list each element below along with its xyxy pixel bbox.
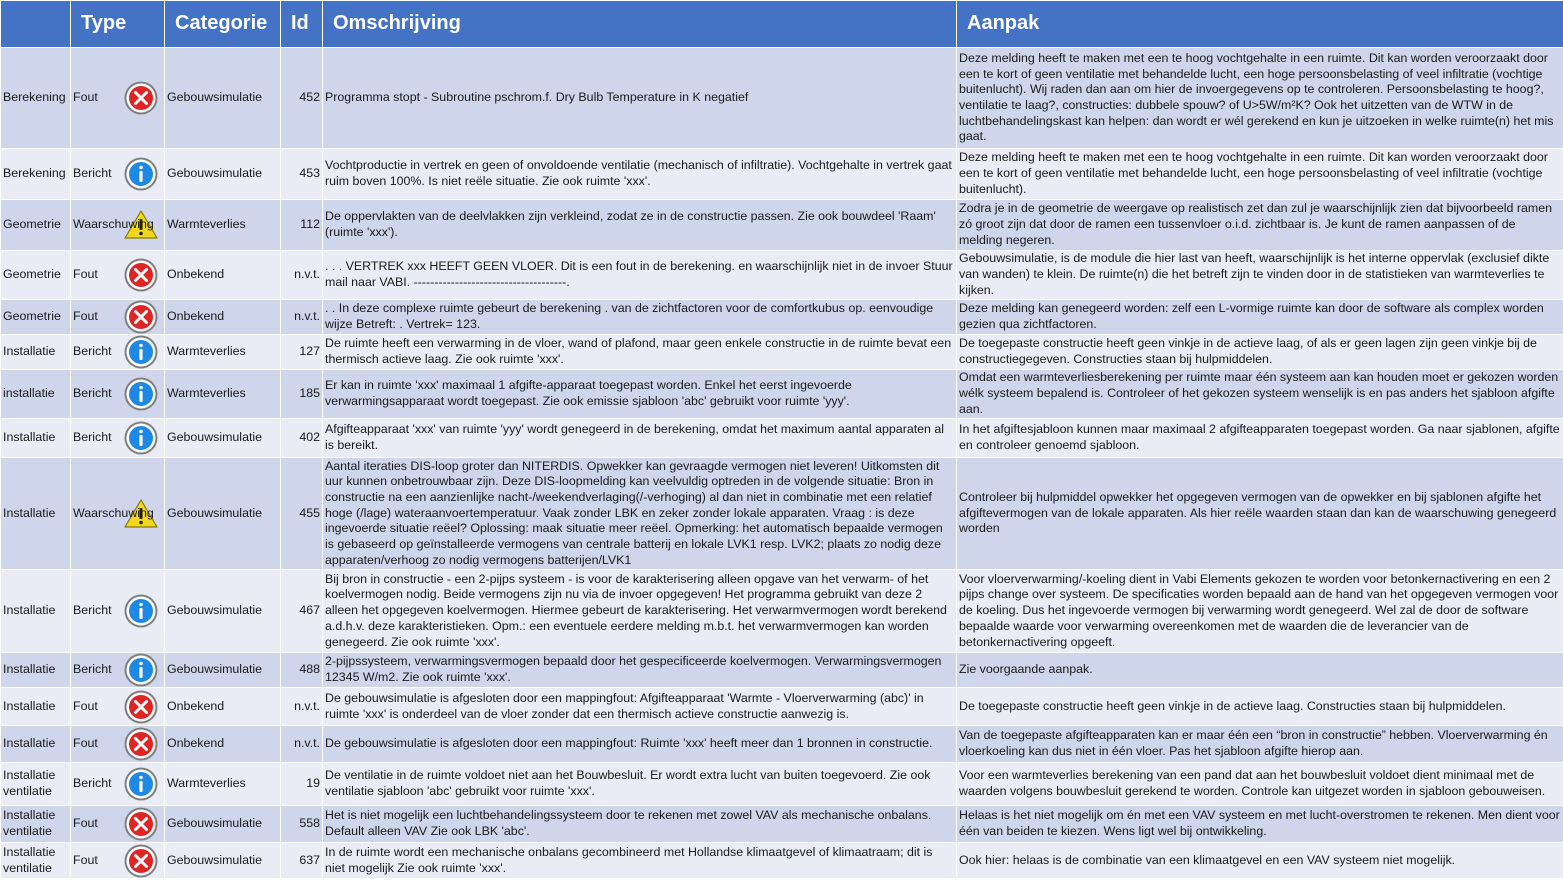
- type-cell: [71, 570, 165, 653]
- module-cell: Installatie ventilatie: [1, 763, 71, 806]
- type-label: Fout: [73, 698, 98, 713]
- type-label: Fout: [73, 736, 98, 751]
- module-cell: Installatie: [1, 458, 71, 570]
- module-cell: Berekening: [1, 48, 71, 149]
- type-label: Waarschuwing: [73, 505, 154, 520]
- omschrijving-cell: De oppervlakten van de deelvlakken zijn verkleind, zodat ze in de constructie passen. Zie ook bouwdeel 'Raam' (ruimte 'xxx').: [323, 200, 957, 251]
- aanpak-cell: Voor vloerverwarming/-koeling dient in Vabi Elements gekozen te worden voor betonkernactivering en een 2 pijps change over systeem. De specificaties worden bepaald aan de hand van het opgegeven vermogen voor de koeling. Dus het ingevoerde vermogen bij verwarming wordt genegeerd. Wel zal de door de software bepaalde waarde voor verwarming overeenkomen met de waarden die de leverancier van de betonkernactivering opgeeft.: [957, 570, 1563, 653]
- table-row: [1, 370, 1563, 419]
- id-cell: n.v.t.: [281, 251, 323, 300]
- aanpak-cell: In het afgiftesjabloon kunnen maar maximaal 2 afgifteapparaten toegepast worden. Ga naar sjablonen, afgifte en controleer genoemd sjabloon.: [957, 419, 1563, 458]
- info-icon: [123, 420, 159, 456]
- type-cell: [71, 763, 165, 806]
- type-cell: [71, 806, 165, 843]
- categorie-cell: Onbekend: [165, 726, 281, 763]
- module-cell: Geometrie: [1, 300, 71, 335]
- module-cell: Installatie: [1, 570, 71, 653]
- table-row: [1, 200, 1563, 251]
- module-cell: Installatie ventilatie: [1, 843, 71, 879]
- omschrijving-cell: De ruimte heeft een verwarming in de vloer, wand of plafond, maar geen enkele constructie in de ruimte bevat een thermisch actieve laag. Zie ook ruimte 'xxx'.: [323, 335, 957, 370]
- info-icon: [123, 766, 159, 802]
- module-cell: Installatie: [1, 335, 71, 370]
- error-icon: [123, 726, 159, 762]
- table-row: [1, 48, 1563, 149]
- omschrijving-cell: . . In deze complexe ruimte gebeurt de berekening . van de zichtfactoren voor de comfortkubus op. eenvoudige wijze Betreft: . Vertrek= 123.: [323, 300, 957, 335]
- id-cell: n.v.t.: [281, 726, 323, 763]
- aanpak-cell: Van de toegepaste afgifteapparaten kan er maar één een “bron in constructie” hebben. Vloerverwarming én vloerkoeling kan dus niet in één vloer. Pas het sjabloon afgifte hierop aan.: [957, 726, 1563, 763]
- id-cell: 488: [281, 653, 323, 688]
- type-cell: [71, 200, 165, 251]
- type-label: Bericht: [73, 430, 112, 445]
- table-row: [1, 570, 1563, 653]
- categorie-cell: Warmteverlies: [165, 335, 281, 370]
- categorie-cell: Gebouwsimulatie: [165, 570, 281, 653]
- aanpak-cell: Helaas is het niet mogelijk om én met een VAV systeem en met lucht-overstromen te rekenen. Men dient voor één van beiden te kiezen. Wens ligt wel bij ontwikkeling.: [957, 806, 1563, 843]
- module-cell: Installatie: [1, 419, 71, 458]
- omschrijving-cell: In de ruimte wordt een mechanische onbalans gecombineerd met Hollandse klimaatgevel of klimaatraam; dit is niet mogelijk Zie ook ruimte 'xxx'.: [323, 843, 957, 879]
- table-row: [1, 806, 1563, 843]
- categorie-cell: Gebouwsimulatie: [165, 806, 281, 843]
- id-cell: n.v.t.: [281, 300, 323, 335]
- type-cell: [71, 300, 165, 335]
- header-categorie: Categorie: [165, 1, 281, 48]
- error-icon: [123, 689, 159, 725]
- module-cell: Installatie ventilatie: [1, 806, 71, 843]
- type-label: Fout: [73, 309, 98, 324]
- categorie-cell: Gebouwsimulatie: [165, 653, 281, 688]
- error-icon: [123, 806, 159, 842]
- type-cell: [71, 251, 165, 300]
- categorie-cell: Warmteverlies: [165, 763, 281, 806]
- aanpak-cell: Zie voorgaande aanpak.: [957, 653, 1563, 688]
- type-cell: [71, 726, 165, 763]
- table-row: [1, 300, 1563, 335]
- omschrijving-cell: Bij bron in constructie - een 2-pijps systeem - is voor de karakterisering alleen opgave van het verwarm- of het koelvermogen nodig. Beide vermogens zijn nu via de invoer opgegeven! Het programma gebruikt van deze 2 alleen het opgegeven koelvermogen. Hiermee gebeurt de karakterisering. Het verwarmvermogen wordt berekend a.d.h.v. deze karakteristieken. Opm.: een eventuele eerdere melding m.b.t. het verwarmvermogen kan worden genegeerd. Zie ook ruimte 'xxx'.: [323, 570, 957, 653]
- module-cell: Berekening: [1, 149, 71, 200]
- error-icon: [123, 300, 159, 335]
- header-omschrijving: Omschrijving: [323, 1, 957, 48]
- omschrijving-cell: Afgifteapparaat 'xxx' van ruimte 'yyy' wordt genegeerd in de berekening, omdat het maximum aantal apparaten al is bereikt.: [323, 419, 957, 458]
- omschrijving-cell: De gebouwsimulatie is afgesloten door een mappingfout: Ruimte 'xxx' heeft meer dan 1 bronnen in constructie.: [323, 726, 957, 763]
- omschrijving-cell: De gebouwsimulatie is afgesloten door een mappingfout: Afgifteapparaat 'Warmte - Vloerverwarming (abc)' in ruimte 'xxx' is onderdeel van de vloer zonder dat een thermisch actieve constructie aanwezig is.: [323, 688, 957, 726]
- aanpak-cell: Controleer bij hulpmiddel opwekker het opgegeven vermogen van de opwekker en bij sjablonen afgifte het afgiftevermogen van de lokale apparaten. Als hier reële waarden staan dan kan de waarschuwing genegeerd worden: [957, 458, 1563, 570]
- aanpak-cell: Deze melding kan genegeerd worden: zelf een L-vormige ruimte kan door de software als complex worden gezien qua zichtfactoren.: [957, 300, 1563, 335]
- categorie-cell: Gebouwsimulatie: [165, 48, 281, 149]
- type-cell: [71, 688, 165, 726]
- categorie-cell: Warmteverlies: [165, 200, 281, 251]
- id-cell: 402: [281, 419, 323, 458]
- error-icon: [123, 843, 159, 879]
- id-cell: 452: [281, 48, 323, 149]
- info-icon: [123, 376, 159, 412]
- table-row: [1, 149, 1563, 200]
- id-cell: 19: [281, 763, 323, 806]
- table-row: [1, 763, 1563, 806]
- type-label: Bericht: [73, 662, 112, 677]
- id-cell: 558: [281, 806, 323, 843]
- type-label: Fout: [73, 852, 98, 867]
- categorie-cell: Gebouwsimulatie: [165, 843, 281, 879]
- aanpak-cell: Omdat een warmteverliesberekening per ruimte maar één systeem aan kan houden moet er gekozen worden wélk systeem bepalend is. Controleer of het gekozen systeem wenselijk is en pas anders het sjabloon afgifte aan.: [957, 370, 1563, 419]
- module-cell: Installatie: [1, 688, 71, 726]
- aanpak-cell: De toegepaste constructie heeft geen vinkje in de actieve laag, of als er geen lagen zijn geen vinkje bij de constructiegegeven. Constructies staan bij hulpmiddelen.: [957, 335, 1563, 370]
- aanpak-cell: Gebouwsimulatie, is de module die hier last van heeft, waarschijnlijk is het interne oppervlak (exclusief dikte van wanden) te klein. De ruimte(n) die het betreft zijn te vinden door in de statistieken van warmteverlies te kijken.: [957, 251, 1563, 300]
- categorie-cell: Gebouwsimulatie: [165, 419, 281, 458]
- type-cell: [71, 335, 165, 370]
- type-label: Waarschuwing: [73, 217, 154, 232]
- info-icon: [123, 593, 159, 629]
- categorie-cell: Gebouwsimulatie: [165, 149, 281, 200]
- aanpak-cell: Voor een warmteverlies berekening van een pand dat aan het bouwbesluit voldoet dient minimaal met de waarden volgens bouwbesluit gerekend te worden. Controle kan uitgezet worden in sjabloon gebouweisen.: [957, 763, 1563, 806]
- omschrijving-cell: Programma stopt - Subroutine pschrom.f. Dry Bulb Temperature in K negatief: [323, 48, 957, 149]
- aanpak-cell: Deze melding heeft te maken met een te hoog vochtgehalte in een ruimte. Dit kan worden veroorzaakt door een te kort of geen ventilatie met behandelde lucht, een hoge persoonsbelasting of veel infiltratie (vochtige buitenlucht). Wij raden dan aan om hier de invoergegevens op te controleren. Persoonsbelasting te hoog?, ventilatie te laag?, constructies: dubbele spouw? of U>5W/m²K? Ook het uitzetten van de WTW in de luchtbehandelingskast kan helpen: dan wordt er wél gerekend en kun je uitzoeken in welke ruimte(n) het mis gaat.: [957, 48, 1563, 149]
- id-cell: 185: [281, 370, 323, 419]
- aanpak-cell: Ook hier: helaas is de combinatie van een klimaatgevel en een VAV systeem niet mogelijk.: [957, 843, 1563, 879]
- error-icon: [123, 257, 159, 293]
- type-label: Fout: [73, 816, 98, 831]
- header-type: Type: [71, 1, 165, 48]
- id-cell: 112: [281, 200, 323, 251]
- id-cell: 467: [281, 570, 323, 653]
- type-cell: [71, 419, 165, 458]
- categorie-cell: Onbekend: [165, 688, 281, 726]
- header-id: Id: [281, 1, 323, 48]
- type-cell: [71, 843, 165, 879]
- error-icon: [123, 80, 159, 116]
- type-cell: [71, 653, 165, 688]
- module-cell: Installatie: [1, 726, 71, 763]
- table-row: [1, 419, 1563, 458]
- module-cell: installatie: [1, 370, 71, 419]
- aanpak-cell: De toegepaste constructie heeft geen vinkje in de actieve laag. Constructies staan bij hulpmiddelen.: [957, 688, 1563, 726]
- type-cell: [71, 48, 165, 149]
- info-icon: [123, 156, 159, 192]
- id-cell: 637: [281, 843, 323, 879]
- module-cell: Geometrie: [1, 251, 71, 300]
- table-row: [1, 726, 1563, 763]
- table-body: [1, 48, 1563, 879]
- table-row: [1, 843, 1563, 879]
- omschrijving-cell: Het is niet mogelijk een luchtbehandelingssysteem door te rekenen met zowel VAV als mechanische onbalans. Default alleen VAV Zie ook LBK 'abc'.: [323, 806, 957, 843]
- table-row: [1, 251, 1563, 300]
- id-cell: 455: [281, 458, 323, 570]
- categorie-cell: Onbekend: [165, 251, 281, 300]
- omschrijving-cell: De ventilatie in de ruimte voldoet niet aan het Bouwbesluit. Er wordt extra lucht van buiten toegevoerd. Zie ook ventilatie sjabloon 'abc' gebruikt voor ruimte 'xxx'.: [323, 763, 957, 806]
- module-cell: Geometrie: [1, 200, 71, 251]
- id-cell: n.v.t.: [281, 688, 323, 726]
- type-cell: [71, 149, 165, 200]
- type-label: Bericht: [73, 603, 112, 618]
- type-label: Bericht: [73, 386, 112, 401]
- table-row: [1, 653, 1563, 688]
- aanpak-cell: Deze melding heeft te maken met een te hoog vochtgehalte in een ruimte. Dit kan worden veroorzaakt door een te kort of geen ventilatie met behandelde lucht, een hoge persoonsbelasting of veel infiltratie (vochtige buitenlucht).: [957, 149, 1563, 200]
- type-label: Bericht: [73, 166, 112, 181]
- module-cell: Installatie: [1, 653, 71, 688]
- header-module: [1, 1, 71, 48]
- omschrijving-cell: . . . VERTREK xxx HEEFT GEEN VLOER. Dit is een fout in de berekening. en waarschijnlijk niet in de invoer Stuur mail naar VABI. -------------------------------------.: [323, 251, 957, 300]
- categorie-cell: Onbekend: [165, 300, 281, 335]
- omschrijving-cell: Vochtproductie in vertrek en geen of onvoldoende ventilatie (mechanisch of infiltratie). Vochtgehalte in vertrek gaat ruim boven 100%. Is niet reële situatie. Zie ook ruimte 'xxx'.: [323, 149, 957, 200]
- categorie-cell: Gebouwsimulatie: [165, 458, 281, 570]
- table-row: [1, 688, 1563, 726]
- type-cell: [71, 458, 165, 570]
- info-icon: [123, 653, 159, 688]
- id-cell: 127: [281, 335, 323, 370]
- omschrijving-cell: Aantal iteraties DIS-loop groter dan NITERDIS. Opwekker kan gevraagde vermogen niet leveren! Uitkomsten dit uur kunnen onbetrouwbaar zijn. Deze DIS-loopmelding kan veelvuldig optreden in de volgende situatie: Bron in constructie na een aanzienlijke nacht-/weekendverlaging(/-verhoging) al dan niet in combinatie met een relatief hoge (/lage) wateraanvoertemperatuur. Vaak zonder LBK en zeker zonder lokale apparaten. Vraag : is deze ingevoerde situatie reëel? Oplossing: maak situatie meer reëel. Opmerking: het automatisch bepaalde vermogen is gebaseerd op geïnstalleerde vermogens van centrale batterij en lokale LVK1 resp. LVK2; plaats zo nodig deze apparaten/verhoog zo nodig vermogens batterijen/LVK1: [323, 458, 957, 570]
- omschrijving-cell: Er kan in ruimte 'xxx' maximaal 1 afgifte-apparaat toegepast worden. Enkel het eerst ingevoerde verwarmingsapparaat wordt toegepast. Zie ook emissie sjabloon 'abc' gebruikt voor ruimte 'yyy'.: [323, 370, 957, 419]
- header-aanpak: Aanpak: [957, 1, 1563, 48]
- type-label: Bericht: [73, 776, 112, 791]
- omschrijving-cell: 2-pijpssysteem, verwarmingsvermogen bepaald door het gespecificeerde koelvermogen. Verwarmingsvermogen 12345 W/m2. Zie ook ruimte 'xxx'.: [323, 653, 957, 688]
- id-cell: 453: [281, 149, 323, 200]
- categorie-cell: Warmteverlies: [165, 370, 281, 419]
- type-label: Bericht: [73, 344, 112, 359]
- type-label: Fout: [73, 267, 98, 282]
- type-label: Fout: [73, 90, 98, 105]
- header-row: [1, 1, 1563, 48]
- aanpak-cell: Zodra je in de geometrie de weergave op realistisch zet dan zul je waarschijnlijk zien dat bijvoorbeeld ramen zó groot zijn dat door de ramen een tussenvloer o.i.d. zichtbaar is. Je kunt de ramen aanpassen of de melding negeren.: [957, 200, 1563, 251]
- table-row: [1, 335, 1563, 370]
- table-row: [1, 458, 1563, 570]
- type-cell: [71, 370, 165, 419]
- info-icon: [123, 335, 159, 370]
